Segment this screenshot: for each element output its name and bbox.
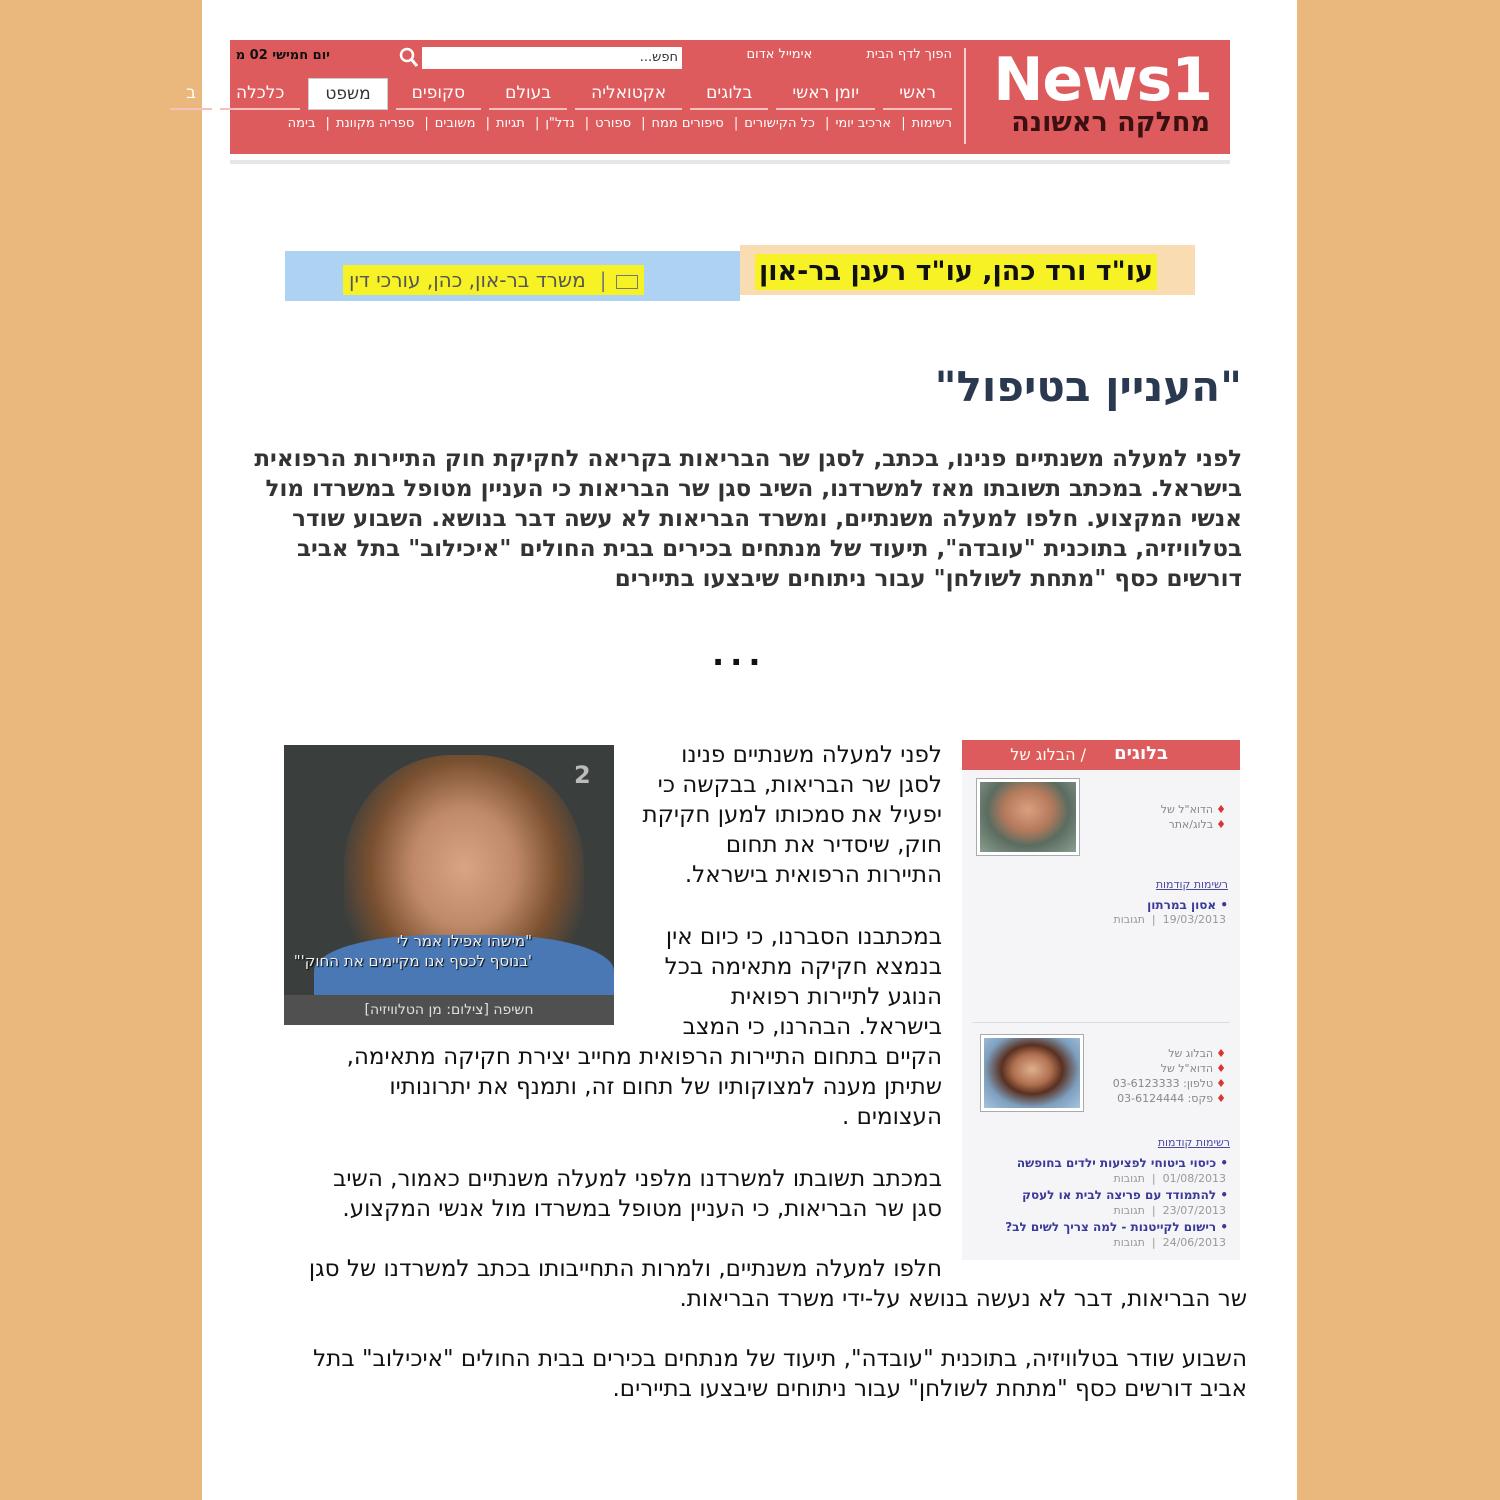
- previous-posts-link[interactable]: רשימות קודמות: [1157, 1136, 1230, 1149]
- logo-subtitle: מחלקה ראשונה: [1011, 107, 1210, 138]
- search-input[interactable]: חפש...: [422, 47, 682, 69]
- post-link[interactable]: • אסון במרתון: [1147, 898, 1228, 912]
- text-line: בנמצא חקיקה מתאימה בכל: [664, 954, 942, 980]
- top-links: [696, 44, 952, 66]
- paragraph-1: [612, 740, 942, 890]
- text-line: לסגן שר הבריאות, בבקשה כי: [657, 772, 942, 798]
- banner-left-panel: [285, 251, 740, 301]
- sub-link[interactable]: משובים: [434, 116, 476, 131]
- paragraph-3: במכתב תשובתו למשרדנו מלפני למעלה משנתיים כאמור, השיב סגן שר הבריאות, כי העניין מטופל במשרדו מול אנשי המקצוע.: [333, 1166, 942, 1222]
- page: [186, 0, 1297, 1500]
- blogger-info: [1161, 802, 1226, 832]
- paragraph-4-second: שר הבריאות, דבר לא נעשה בנושא על-ידי משרד הבריאות.: [679, 1286, 1247, 1312]
- site-logo[interactable]: [968, 40, 1230, 154]
- info-line[interactable]: ♦הבלוג של: [1168, 1047, 1226, 1060]
- tab-world[interactable]: בעולם: [489, 78, 567, 110]
- link-make-homepage[interactable]: הפוך לדף הבית: [866, 47, 952, 62]
- author-banner: [285, 245, 1195, 301]
- sidebar-subtitle: / הבלוג של: [1010, 745, 1086, 764]
- previous-posts-link[interactable]: רשימות קודמות: [1155, 878, 1228, 891]
- tab-scoops[interactable]: סקופים: [396, 78, 481, 110]
- text-line: יפעיל את סמכותו למען חקיקת: [642, 802, 942, 828]
- main-nav: [162, 78, 952, 112]
- sub-link[interactable]: נדל"ן: [545, 116, 575, 131]
- info-line[interactable]: ♦הדוא"ל של: [1160, 803, 1226, 816]
- envelope-icon[interactable]: [616, 275, 638, 289]
- tv-subtitle: [294, 931, 532, 971]
- post-meta: 24/06/2013 | תגובות: [1113, 1236, 1226, 1249]
- channel-logo: 2: [574, 761, 591, 789]
- article-title: "העניין בטיפול": [934, 362, 1242, 411]
- header-divider: [964, 48, 966, 144]
- text-line: בישראל. הבהרנו, כי המצב: [682, 1014, 942, 1040]
- sub-link[interactable]: תגיות: [495, 116, 525, 131]
- post-link[interactable]: • להתמודד עם פריצה לבית או לעסק: [1022, 1188, 1228, 1202]
- text-line: התיירות הרפואית בישראל.: [684, 862, 942, 888]
- paragraph-2-continued: הקיים בתחום התיירות הרפואית מחייב יצירת חקיקה מתאימה, שתיתן מענה למצוקותיו של תחום זה, ותמנף את יתרונותיו העצומים .: [346, 1044, 942, 1130]
- blogger-info: [1113, 1046, 1226, 1106]
- post-meta: 19/03/2013 | תגובות: [1113, 913, 1226, 926]
- info-line: ♦פקס: 03-6124444: [1117, 1092, 1226, 1105]
- firm-label: משרד בר-און, כהן, עורכי דין: [349, 268, 586, 292]
- sub-link[interactable]: בימה: [287, 116, 316, 131]
- image-credit: חשיפה [צילום: מן הטלוויזיה]: [284, 995, 614, 1025]
- article-intro: לפני למעלה משנתיים פנינו, בכתב, לסגן שר הבריאות בקריאה לחקיקת חוק התיירות הרפואית בישראל. במכתב תשובתו מאז למשרדנו, השיב סגן שר הבריאות כי העניין מטופל במשרדו מול אנשי המקצוע. חלפו למעלה משנתיים, ומשרד הבריאות לא עשה דבר בנושא. השבוע שודר בטלוויזיה, בתוכנית "עובדה", תיעוד של מנתחים בכירים בבית החולים "איכילוב" בתל אביב דורשים כסף "מתחת לשולחן" עבור ניתוחים שיבצעו בתיירים: [254, 446, 1242, 592]
- text-line: לפני למעלה משנתיים פנינו: [681, 742, 942, 768]
- post-meta: 01/08/2013 | תגובות: [1113, 1172, 1226, 1185]
- tab-current-affairs[interactable]: אקטואליה: [575, 78, 682, 110]
- firm-name[interactable]: |משרד בר-און, כהן, עורכי דין: [343, 265, 644, 295]
- tab-daily-log[interactable]: יומן ראשי: [776, 78, 875, 110]
- post-link[interactable]: • כיסוי ביטוחי לפציעות ילדים בחופשה: [1016, 1156, 1228, 1170]
- info-line: ♦טלפון: 03-6123333: [1112, 1077, 1226, 1090]
- post-meta: 23/07/2013 | תגובות: [1113, 1204, 1226, 1217]
- header-shadow: [230, 160, 1230, 164]
- subtitle-line: 'בנוסף לכסף אנו מקיימים את החוק'": [293, 952, 532, 970]
- info-line[interactable]: ♦הדוא"ל של: [1160, 1062, 1226, 1075]
- divider: [972, 1022, 1230, 1023]
- sub-link[interactable]: ספורט: [595, 116, 632, 131]
- sub-link[interactable]: סיפורים ממח: [651, 116, 724, 131]
- banner-right-panel: [740, 245, 1195, 295]
- blogs-sidebar: [962, 740, 1240, 1260]
- avatar[interactable]: [980, 1034, 1084, 1112]
- paragraph-4-first: חלפו למעלה משנתיים, ולמרות התחייבותו בכתב למשרדנו של סגן: [308, 1256, 942, 1282]
- link-red-email[interactable]: אימייל אדום: [746, 47, 813, 62]
- sub-nav: רשימות| ארכיב יומי| כל הקישורים| סיפורים ממח| ספורט| נדל"ן| תגיות| משובים| ספריה מקוונת| בימה: [287, 116, 952, 131]
- sidebar-title[interactable]: בלוגים: [1114, 743, 1168, 764]
- ellipsis: ...: [712, 635, 767, 673]
- search-icon[interactable]: [398, 46, 420, 70]
- paragraph-2: [612, 922, 942, 1042]
- tab-home[interactable]: ראשי: [883, 78, 952, 110]
- date-display: יום חמישי 02 מ: [235, 48, 330, 63]
- sidebar-header: [962, 740, 1240, 770]
- sub-link[interactable]: ספריה מקוונת: [335, 116, 415, 131]
- paragraph-5: השבוע שודר בטלוויזיה, בתוכנית "עובדה", תיעוד של מנתחים בכירים בבית החולים "איכילוב" בתל אביב דורשים כסף "מתחת לשולחן" עבור ניתוחים שיבצעו בתיירים.: [313, 1346, 1247, 1402]
- post-link[interactable]: • רישום לקייטנות - למה צריך לשים לב?: [1005, 1220, 1228, 1234]
- text-line: חוק, שיסדיר את תחום: [725, 832, 942, 858]
- tab-economy[interactable]: כלכלה: [220, 78, 300, 110]
- text-line: הנוגע לתיירות רפואית: [730, 984, 942, 1010]
- info-line[interactable]: ♦בלוג/אתר: [1168, 818, 1226, 831]
- site-header: [186, 40, 1230, 154]
- tab-law[interactable]: משפט: [308, 78, 387, 110]
- logo-text: News1: [993, 45, 1212, 115]
- sub-link[interactable]: רשימות: [911, 116, 952, 131]
- sub-link[interactable]: ארכיב יומי: [835, 116, 892, 131]
- avatar[interactable]: [976, 778, 1080, 856]
- author-names: עו"ד ורד כהן, עו"ד רענן בר-און: [755, 254, 1157, 290]
- subtitle-line: "מישהו אפילו אמר לי: [396, 932, 532, 950]
- text-line: במכתבנו הסברנו, כי כיום אין: [665, 924, 942, 950]
- tab-cut-off[interactable]: ב: [170, 78, 212, 110]
- sub-link[interactable]: כל הקישורים: [744, 116, 815, 131]
- tab-blogs[interactable]: בלוגים: [690, 78, 768, 110]
- tv-screenshot: [284, 745, 614, 1025]
